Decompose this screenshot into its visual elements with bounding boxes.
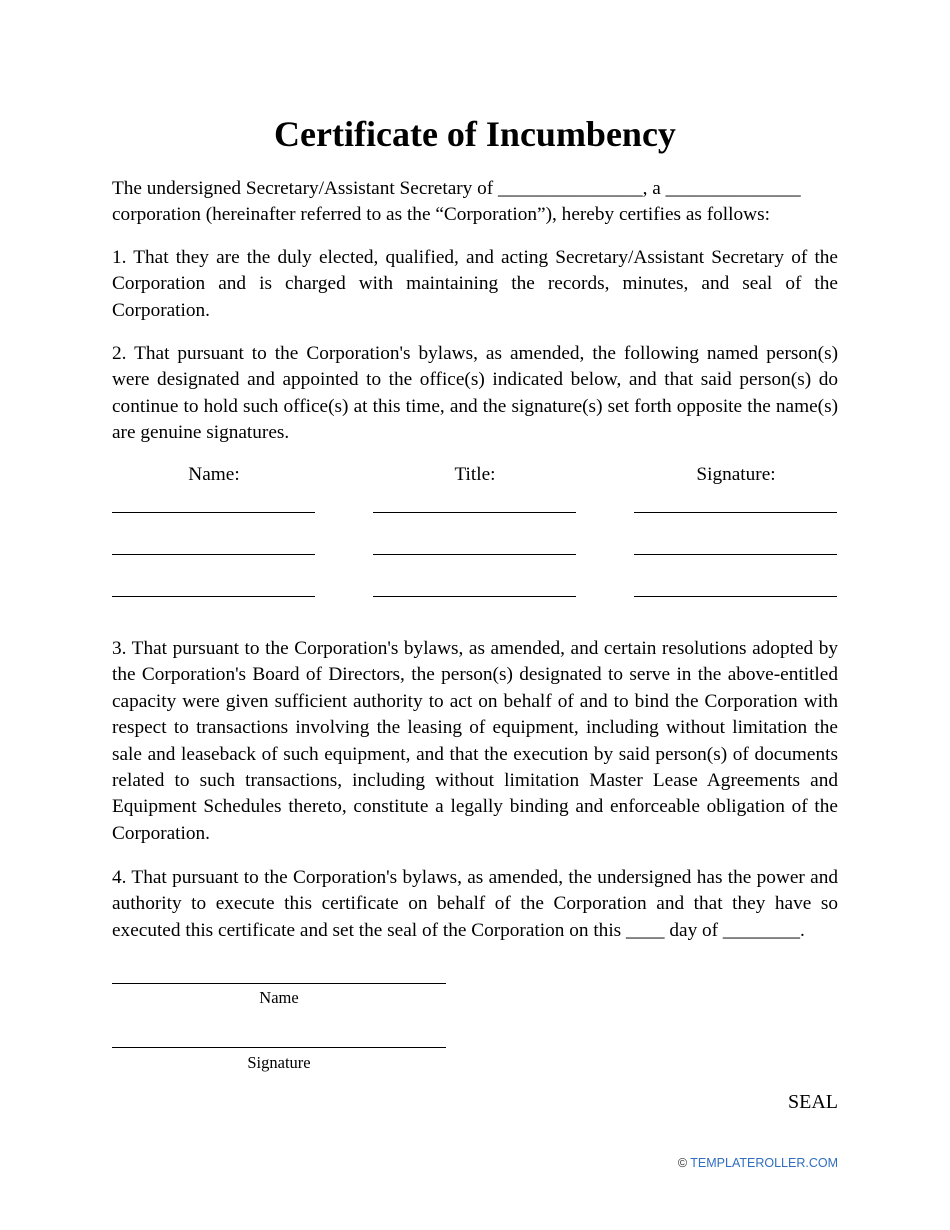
intro-line-1: The undersigned Secretary/Assistant Secretary of _______________, a ______________ [112, 178, 801, 199]
name-blank-1 [112, 512, 315, 513]
table-header-title: Title: [454, 464, 496, 485]
name-blank-3 [112, 596, 315, 597]
name-blank-2 [112, 554, 315, 555]
footer-credit [600, 1155, 838, 1171]
clause-1: 1. That they are the duly elected, qualified, and acting Secretary/Assistant Secretary of the Corporation and is charged with maintaining the records, minutes, and seal of the Corporation. [112, 247, 838, 321]
footer-brand-link[interactable]: TEMPLATEROLLER.COM [690, 1156, 838, 1170]
name-label: Name [259, 988, 299, 1007]
title-blank-3 [373, 596, 576, 597]
signature-label: Signature [247, 1053, 311, 1072]
signature-blank-3 [634, 596, 837, 597]
intro-paragraph [112, 176, 838, 229]
copyright-icon: © [677, 1156, 688, 1170]
seal-label: SEAL [788, 1091, 838, 1113]
intro-line-2: corporation (hereinafter referred to as the “Corporation”), hereby certifies as follows: [112, 204, 770, 226]
table-header-name: Name: [188, 464, 240, 485]
signature-blank-2 [634, 554, 837, 555]
name-signature-line [112, 983, 446, 984]
clause-2: 2. That pursuant to the Corporation's bylaws, as amended, the following named person(s) were designated and appointed to the office(s) indicated below, and that said person(s) do continue to hold such office(s) at this time, and the signature(s) set forth opposite the name(s) are genuine signatures. [112, 343, 838, 444]
title-blank-2 [373, 554, 576, 555]
signature-line [112, 1047, 446, 1048]
clause-3: 3. That pursuant to the Corporation's bylaws, as amended, and certain resolutions adopted by the Corporation's Board of Directors, the person(s) designated to serve in the above-entitled capacity were given sufficient authority to act on behalf of and to bind the Corporation with respect to transactions involving the leasing of equipment, including without limitation the sale and leaseback of such equipment, and that the execution by said person(s) of documents related to such transactions, including without limitation Master Lease Agreements and Equipment Schedules thereto, constitute a legally binding and enforceable obligation of the Corporation. [112, 638, 838, 844]
table-header-signature: Signature: [696, 464, 776, 485]
clause-4: 4. That pursuant to the Corporation's bylaws, as amended, the undersigned has the power and authority to execute this certificate on behalf of the Corporation and that they have so executed this certificate and set the seal of the Corporation on this ____ day of ________. [112, 867, 838, 941]
title-blank-1 [373, 512, 576, 513]
signature-blank-1 [634, 512, 837, 513]
document-title: Certificate of Incumbency [274, 114, 676, 154]
